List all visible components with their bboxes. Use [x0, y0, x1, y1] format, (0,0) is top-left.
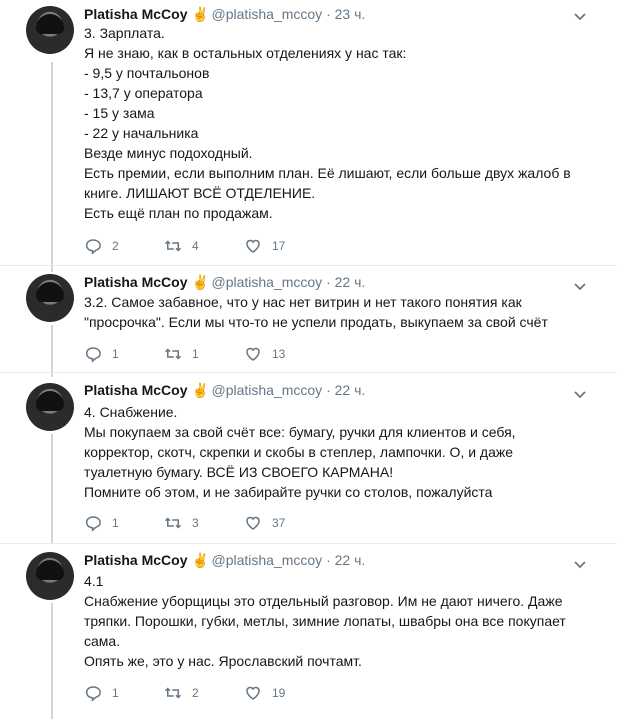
tweet-line: корректор, скотч, скрепки и скобы в степлер, лампочки. О, и даже — [84, 444, 514, 460]
tweet-divider — [0, 543, 617, 544]
reply-button[interactable] — [84, 513, 119, 533]
display-name[interactable]: Platisha McCoy — [84, 274, 188, 290]
reply-button[interactable] — [84, 344, 119, 364]
retweet-count: 3 — [192, 516, 199, 530]
reply-count: 1 — [112, 347, 119, 361]
tweet-line: 4. Снабжение. — [84, 404, 178, 420]
avatar[interactable] — [26, 6, 74, 54]
tweet-line: Мы покупаем за свой счёт все: бумагу, ручки для клиентов и себя, — [84, 424, 516, 440]
separator-dot: · — [326, 274, 331, 290]
reply-button[interactable] — [84, 236, 119, 256]
tweet-line: 4.1 — [84, 573, 104, 589]
reply-count: 1 — [112, 516, 119, 530]
thread-line — [51, 62, 53, 272]
tweet-line: Я не знаю, как в остальных отделениях у нас так: — [84, 45, 407, 61]
retweet-count: 4 — [192, 239, 199, 253]
tweet-line: тряпки. Порошки, губки, метлы, зимние лопаты, швабры она все покупает — [84, 613, 566, 629]
heart-icon — [244, 345, 262, 363]
retweet-button[interactable] — [164, 513, 199, 533]
like-button[interactable] — [244, 513, 285, 533]
tweet-header — [84, 272, 365, 292]
display-name[interactable]: Platisha McCoy — [84, 552, 188, 568]
avatar[interactable] — [26, 552, 74, 600]
victory-hand-icon: ✌ — [191, 6, 209, 22]
reply-icon — [84, 684, 102, 702]
tweet-line: туалетную бумагу. ВСЁ ИЗ СВОЕГО КАРМАНА! — [84, 464, 394, 480]
tweet-line: книге. ЛИШАЮТ ВСЁ ОТДЕЛЕНИЕ. — [84, 185, 316, 201]
heart-icon — [244, 684, 262, 702]
thread-line — [51, 325, 53, 377]
tweet-text — [84, 23, 584, 223]
tweet-line: - 13,7 у оператора — [84, 85, 203, 101]
separator-dot: · — [326, 382, 331, 398]
tweet-line: Опять же, это у нас. Ярославский почтамт. — [84, 653, 362, 669]
victory-hand-icon: ✌ — [191, 552, 209, 568]
reply-button[interactable] — [84, 683, 119, 703]
retweet-icon — [164, 237, 182, 255]
tweet-header — [84, 550, 365, 570]
retweet-button[interactable] — [164, 344, 199, 364]
victory-hand-icon: ✌ — [191, 382, 209, 398]
display-name[interactable]: Platisha McCoy — [84, 6, 188, 22]
username[interactable]: @platisha_mccoy — [211, 6, 323, 22]
retweet-icon — [164, 345, 182, 363]
chevron-down-icon[interactable] — [573, 9, 587, 23]
display-name[interactable]: Platisha McCoy — [84, 382, 188, 398]
like-count: 17 — [272, 239, 286, 253]
thread-line — [51, 603, 53, 719]
like-count: 19 — [272, 686, 286, 700]
tweet-divider — [0, 265, 617, 266]
chevron-down-icon[interactable] — [573, 387, 587, 401]
heart-icon — [244, 237, 262, 255]
heart-icon — [244, 514, 262, 532]
tweet-line: Есть премии, если выполним план. Её лишают, если больше двух жалоб в — [84, 165, 571, 181]
timestamp[interactable]: 22 ч. — [334, 274, 366, 290]
username[interactable]: @platisha_mccoy — [211, 274, 323, 290]
retweet-button[interactable] — [164, 236, 199, 256]
tweet-line: - 9,5 у почтальонов — [84, 65, 210, 81]
reply-icon — [84, 237, 102, 255]
tweet-divider — [0, 372, 617, 373]
reply-count: 1 — [112, 686, 119, 700]
like-count: 37 — [272, 516, 286, 530]
thread-line — [51, 434, 53, 544]
like-button[interactable] — [244, 683, 285, 703]
chevron-down-icon[interactable] — [573, 279, 587, 293]
timestamp[interactable]: 22 ч. — [334, 382, 366, 398]
tweet-line: Снабжение уборщицы это отдельный разговор. Им не дают ничего. Даже — [84, 593, 563, 609]
like-button[interactable] — [244, 344, 285, 364]
tweet-line: Есть ещё план по продажам. — [84, 205, 273, 221]
tweet-line: 3. Зарплата. — [84, 25, 165, 41]
timestamp[interactable]: 22 ч. — [334, 552, 366, 568]
retweet-count: 1 — [192, 347, 199, 361]
chevron-down-icon[interactable] — [573, 557, 587, 571]
timestamp[interactable]: 23 ч. — [334, 6, 366, 22]
tweet-line: - 15 у зама — [84, 105, 155, 121]
username[interactable]: @platisha_mccoy — [211, 382, 323, 398]
like-count: 13 — [272, 347, 286, 361]
reply-icon — [84, 514, 102, 532]
tweet-text — [84, 402, 584, 502]
victory-hand-icon: ✌ — [191, 274, 209, 290]
reply-count: 2 — [112, 239, 119, 253]
avatar[interactable] — [26, 383, 74, 431]
tweet-header — [84, 4, 365, 24]
tweet-line: 3.2. Самое забавное, что у нас нет витрин и нет такого понятия как — [84, 294, 522, 310]
retweet-icon — [164, 514, 182, 532]
avatar[interactable] — [26, 274, 74, 322]
retweet-button[interactable] — [164, 683, 199, 703]
tweet-text — [84, 571, 584, 671]
retweet-count: 2 — [192, 686, 199, 700]
tweet-line: Помните об этом, и не забирайте ручки со столов, пожалуйста — [84, 484, 493, 500]
tweet-line: сама. — [84, 633, 121, 649]
tweet-line: "просрочка". Если мы что-то не успели продать, выкупаем за свой счёт — [84, 314, 548, 330]
tweet-line: - 22 у начальника — [84, 125, 199, 141]
tweet-text — [84, 292, 584, 332]
reply-icon — [84, 345, 102, 363]
tweet-line: Везде минус подоходный. — [84, 145, 253, 161]
tweet-header — [84, 380, 365, 400]
like-button[interactable] — [244, 236, 285, 256]
username[interactable]: @platisha_mccoy — [211, 552, 323, 568]
separator-dot: · — [326, 6, 331, 22]
separator-dot: · — [326, 552, 331, 568]
retweet-icon — [164, 684, 182, 702]
